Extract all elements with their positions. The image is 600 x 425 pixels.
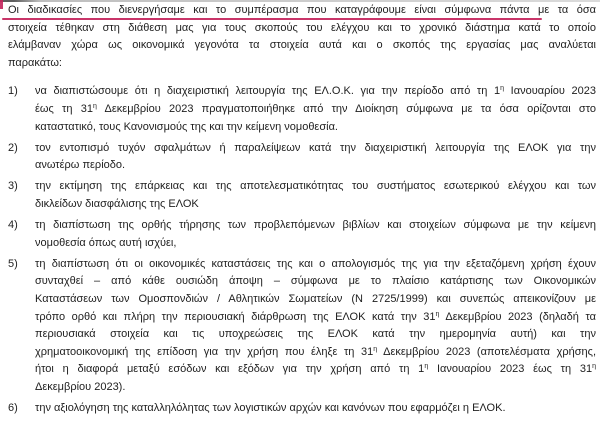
item-body [35,140,596,175]
item-number: 3) [8,180,18,193]
text-line: την αξιολόγηση της καταλληλόλητας των λογιστικών αρχών και κανόνων που εφαρμόζει η ΕΛΟΚ. [35,401,506,414]
list-item-2 [8,140,596,175]
item-body [35,178,596,213]
text-line: έως τη $31^\eta$ Δεκεμβρίου 2023 πραγματοποιήθηκε από την Διοίκηση σύμφωνα με τα όσα ορίζονται στο [35,102,596,115]
list-item-6 [8,400,596,418]
intro-paragraph [8,2,596,72]
item-number: 4) [8,219,18,232]
item-number: 6) [8,401,18,414]
list-item-3 [8,178,596,213]
item-body [35,83,596,136]
text-line: στοιχεία τέθηκαν στη διάθεση μας για τους σκοπούς του ελέγχου και το χρονικό διάστημα κατά το οποίο [8,21,596,34]
text-line: χρηματοοικονομική της επίδοση για την χρήση που έληξε τη $31^\eta$ Δεκεμβρίου 2023 (αποτελέσματα χρήσης, [35,345,596,358]
text-line: περιουσιακά στοιχεία και τις υποχρεώσεις της ΕΛΟΚ κατά την ημερομηνία αυτή) και την [35,328,596,341]
text-line: τρόπο ορθό και πλήρη την περιουσιακή διάρθρωση της ΕΛΟΚ κατά την $31^\eta$ Δεκεμβρίου 2023 (δηλαδή τα [35,310,596,323]
text-line: νομοθεσία όπως αυτή ισχύει, [35,236,177,249]
heading-underline-annotation [2,18,542,21]
list-item-1 [8,83,596,136]
list-item-5 [8,256,596,397]
text-line: παρακάτω: [8,56,62,69]
audit-scope-list [8,83,596,417]
item-number: 5) [8,257,18,270]
item-body [35,217,596,252]
text-line: τον εντοπισμό τυχόν σφαλμάτων ή παραλείψεων κατά την διαχειριστική λειτουργία της ΕΛΟΚ για την [35,141,596,154]
item-number: 1) [8,85,18,98]
text-line: τη διαπίστωση της ορθής τήρησης των προβλεπόμενων βιβλίων και στοιχείων σύμφωνα με την κείμενη [35,219,596,232]
item-body [35,400,596,418]
text-line: την εκτίμηση της επάρκειας και της αποτελεσματικότητας του συστήματος εσωτερικού ελέγχου και των [35,180,596,193]
text-line: καταστατικό, τους Κανονισμούς της και την κείμενη νομοθεσία. [35,120,338,133]
text-line: Οι διαδικασίες που διενεργήσαμε και το συμπέρασμα που καταγράφουμε είναι σύμφωνα πάντα με τα όσα [8,4,596,16]
corner-pen-mark [0,0,3,9]
item-body [35,256,596,397]
text-line: ελάμβαναν χώρα ως οικονομικά γεγονότα τα στοιχεία αυτά και ο σκοπός της εργασίας μας αναλύεται [8,39,596,52]
text-line: να διαπιστώσουμε ότι η διαχειριστική λειτουργία της ΕΛ.Ο.Κ. για την περίοδο από τη $1^\eta$ Ιανουαρίου 2023 [35,85,596,98]
text-line: Καταστάσεων των Ομοσπονδιών / Αθλητικών Σωματείων (Ν 2725/1999) και συνεπώς απεικονίζουν με [35,292,596,305]
scan-edge-artifact [0,0,600,2]
item-number: 2) [8,141,18,154]
list-item-4 [8,217,596,252]
text-line: ανωτέρω περίοδο. [35,159,126,172]
text-line: συνταχθεί – από κάθε ουσιώδη άποψη – σύμφωνα με το πλαίσιο κατάρτισης των Οικονομικών [35,275,596,288]
text-line: δικλείδων διασφάλισης της ΕΛΟΚ [35,197,199,210]
text-line: Δεκεμβρίου 2023). [35,380,126,393]
text-line: τη διαπίστωση ότι οι οικονομικές καταστάσεις της και ο απολογισμός της για την εξεταζόμενη χρήση έχουν [35,257,596,270]
text-line: ήτοι η διαφορά μεταξύ εσόδων και εξόδων για την χρήση από τη $1^\eta$ Ιανουαρίου 2023 έως τη $31^\eta$ [35,363,596,376]
